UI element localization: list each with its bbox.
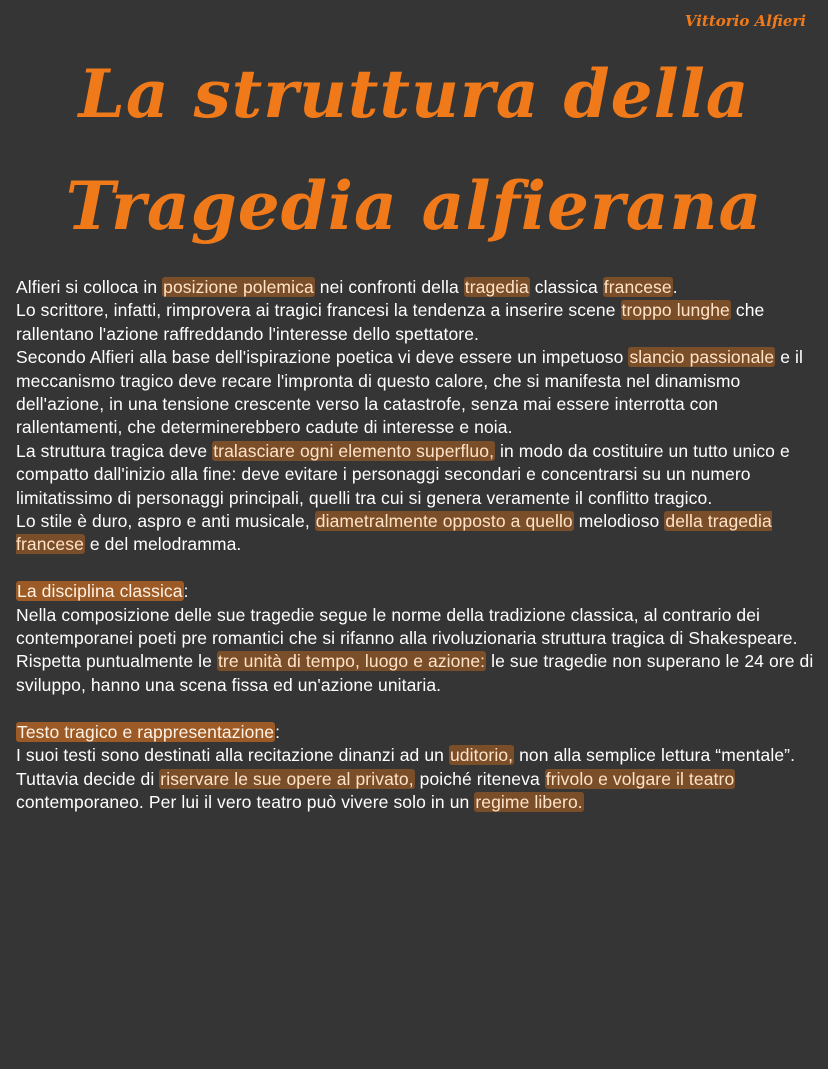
text-segment: e del melodramma. xyxy=(84,534,242,555)
text-segment: : xyxy=(275,721,281,742)
highlight: diametralmente opposto a quello xyxy=(315,511,573,532)
intro-paragraph-5 xyxy=(16,510,826,557)
staging-heading xyxy=(16,721,826,744)
highlight: riservare le sue opere al privato, xyxy=(160,768,414,789)
text-segment: contemporaneo. Per lui il vero teatro può vivere solo in un xyxy=(16,791,475,812)
text-segment: Lo stile è duro, aspro e anti musicale, xyxy=(16,511,315,532)
text-segment: classica xyxy=(529,277,603,297)
section-heading: La disciplina classica xyxy=(17,581,183,602)
highlight: tre unità di tempo, luogo e azione: xyxy=(217,651,486,672)
intro-paragraph-1 xyxy=(16,276,826,299)
text-segment: : xyxy=(183,581,189,602)
text-segment: melodioso xyxy=(573,511,665,532)
section-heading: Testo tragico e rappresentazione xyxy=(17,721,275,742)
highlight: frivolo e volgare il teatro xyxy=(545,768,735,789)
intro-paragraph-4 xyxy=(16,440,826,510)
text-segment: La struttura tragica deve xyxy=(16,440,213,461)
notes-body xyxy=(16,276,826,814)
text-segment: che rallentano l'azione raffreddando l'interesse dello spettatore. xyxy=(16,300,765,344)
text-segment: non alla semplice lettura “mentale”. Tuttavia decide di xyxy=(16,745,796,789)
highlight: della tragedia francese xyxy=(16,511,772,555)
text-segment: Nella composizione delle sue tragedie segue le norme della tradizione classica, al contrario dei contemporanei poeti pre romantici che si rifanno alla rivoluzionaria struttura tragica di Shakespeare. xyxy=(16,604,798,649)
text-segment: . xyxy=(672,277,678,297)
text-segment: le sue tragedie non superano le 24 ore di sviluppo, hanno una scena fissa ed un'azione unitaria. xyxy=(16,651,814,695)
highlight: tragedia xyxy=(464,277,529,297)
discipline-paragraph-1 xyxy=(16,604,826,651)
intro-paragraph-2 xyxy=(16,299,826,346)
text-segment: Alfieri si colloca in xyxy=(16,277,163,297)
discipline-heading xyxy=(16,580,826,603)
highlight: uditorio, xyxy=(449,745,514,766)
highlight: slancio passionale xyxy=(629,347,775,368)
highlight: francese xyxy=(603,277,672,297)
highlight: posizione polemica xyxy=(163,277,314,297)
title-line-2: Tragedia alfierana xyxy=(65,167,763,245)
text-segment: poiché riteneva xyxy=(414,768,545,789)
staging-paragraph-1 xyxy=(16,744,826,814)
spacer xyxy=(16,697,826,720)
author-name: Vittorio Alfieri xyxy=(684,12,806,30)
text-segment: I suoi testi sono destinati alla recitazione dinanzi ad un xyxy=(16,745,449,766)
intro-paragraph-3 xyxy=(16,346,826,440)
discipline-paragraph-2 xyxy=(16,650,826,697)
text-segment: Rispetta puntualmente le xyxy=(16,651,217,672)
spacer xyxy=(16,557,826,580)
page-title xyxy=(0,38,828,262)
text-segment: nei confronti della xyxy=(314,277,464,297)
highlight: tralasciare ogni elemento superfluo, xyxy=(213,440,495,461)
title-line-1: La struttura della xyxy=(78,55,750,133)
highlight: regime libero. xyxy=(475,791,583,812)
text-segment: e il meccanismo tragico deve recare l'impronta di questo calore, che si manifesta nel dinamismo dell'azione, in una tensione crescente verso la catastrofe, senza mai essere interrotta con rallentamenti, che determinerebbero cadute di interesse e noia. xyxy=(16,347,803,438)
text-segment: in modo da costituire un tutto unico e compatto dall'inizio alla fine: deve evitare i personaggi secondari e concentrarsi su un numero limitatissimo di personaggi principali, quelli tra cui si genera veramente il conflitto tragico. xyxy=(16,440,790,508)
highlight: troppo lunghe xyxy=(621,300,730,321)
text-segment: Secondo Alfieri alla base dell'ispirazione poetica vi deve essere un impetuoso xyxy=(16,347,629,368)
text-segment: Lo scrittore, infatti, rimprovera ai tragici francesi la tendenza a inserire scene xyxy=(16,300,621,321)
